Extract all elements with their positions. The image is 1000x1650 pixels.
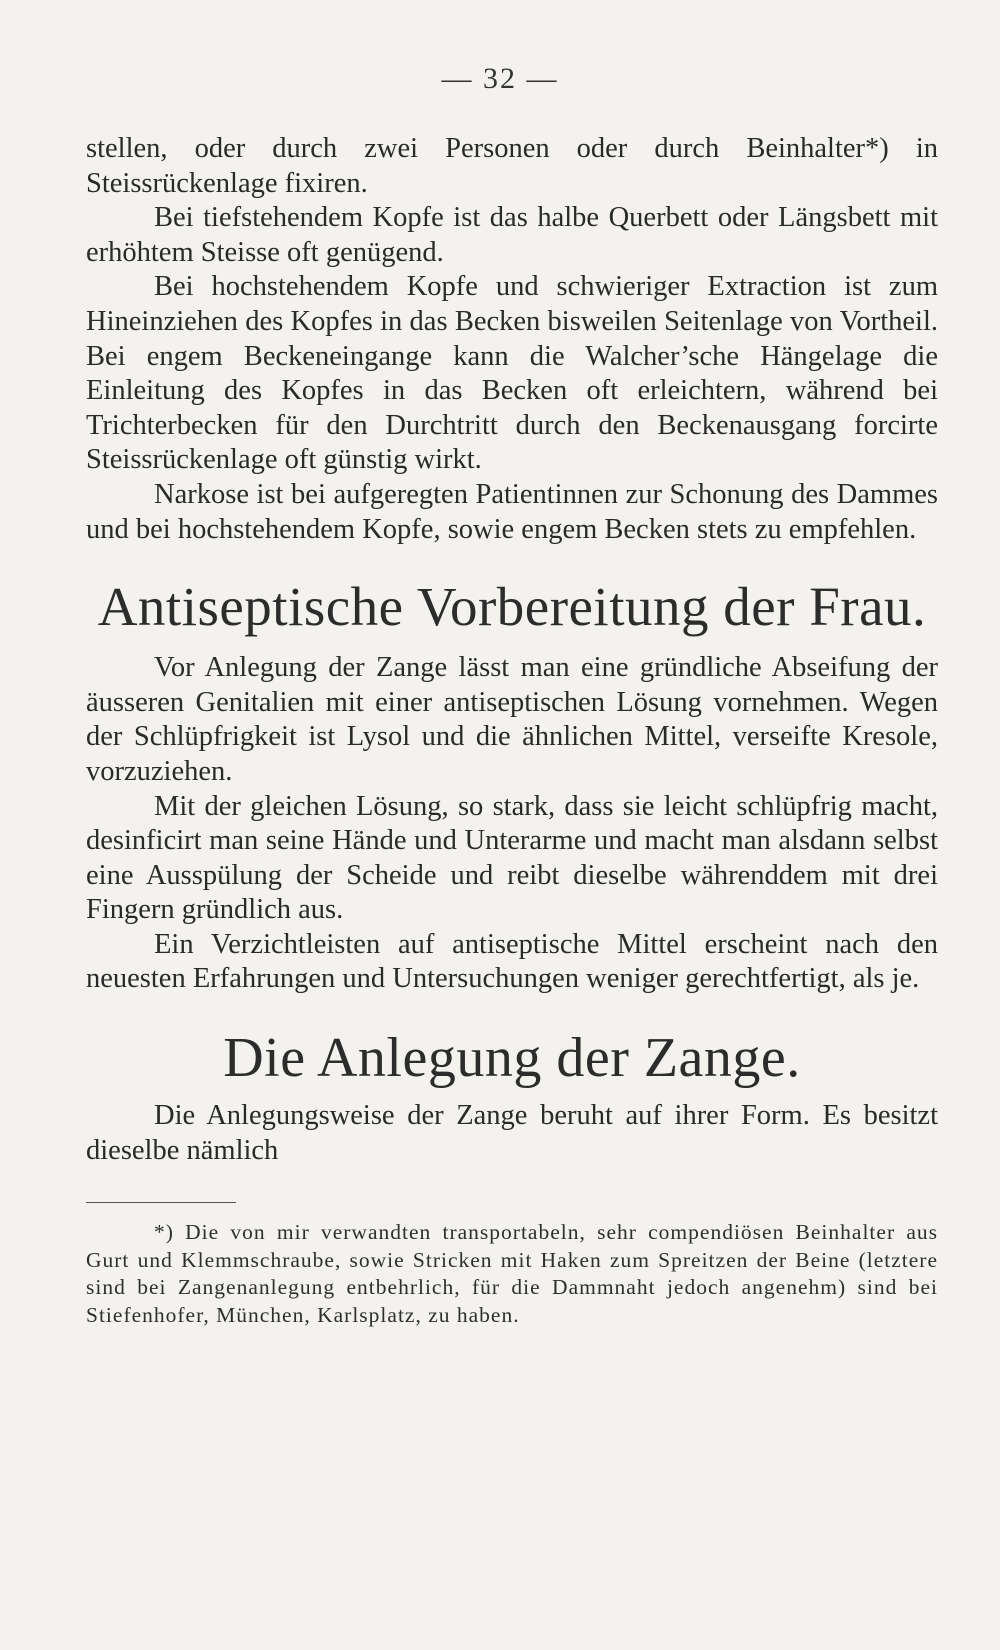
footnote: *) Die von mir verwandten transportabeln, sehr compendiösen Beinhalter aus Gurt und Klemmschraube, sowie Stricken mit Haken zum Spreitzen der Beine (letztere sind bei Zangenanlegung entbehrlich, für die Dammnaht jedoch angenehm) sind bei Stiefenhofer, München, Karlsplatz, zu haben. bbox=[86, 1220, 938, 1327]
footnote-divider bbox=[86, 1202, 236, 1203]
paragraph-continuation: stellen, oder durch zwei Personen oder durch Beinhalter*) in Steissrückenlage fixiren. bbox=[86, 133, 938, 199]
paragraph-anlegungsweise: Die Anlegungsweise der Zange beruht auf ihrer Form. Es besitzt dieselbe nämlich bbox=[86, 1100, 938, 1166]
paragraph-narkose: Narkose ist bei aufgeregten Patientinnen zur Schonung des Dammes und bei hochstehendem Kopfe, sowie engem Becken stets zu empfehlen. bbox=[86, 478, 938, 545]
paragraph-abseifung: Vor Anlegung der Zange lässt man eine gründliche Abseifung der äusseren Genitalien mit einer antiseptischen Lösung vornehmen. Wegen der Schlüpfrigkeit ist Lysol und die ähnlichen Mittel, verseifte Kresole, vorzuziehen. bbox=[86, 652, 938, 787]
page-content bbox=[86, 132, 938, 1329]
page-number: — 32 — bbox=[441, 62, 559, 95]
section-heading-antiseptic: Antiseptische Vorbereitung der Frau. bbox=[97, 576, 927, 638]
paragraph-querbett: Bei tiefstehendem Kopfe ist das halbe Querbett oder Längsbett mit erhöhtem Steisse oft genügend. bbox=[86, 202, 938, 268]
section-heading-anlegung: Die Anlegung der Zange. bbox=[223, 1027, 801, 1090]
paragraph-desinfektion: Mit der gleichen Lösung, so stark, dass sie leicht schlüpfrig macht, desinficirt man seine Hände und Unterarme und macht man alsdann selbst eine Ausspülung der Scheide und reibt dieselbe währenddem mit drei Fingern gründlich aus. bbox=[86, 790, 938, 926]
paragraph-verzicht: Ein Verzichtleisten auf antiseptische Mittel erscheint nach den neuesten Erfahrungen und Untersuchungen weniger gerechtfertigt, als je. bbox=[86, 928, 938, 995]
paragraph-seitenlage: Bei hochstehendem Kopfe und schwieriger Extraction ist zum Hineinziehen des Kopfes in das Becken bisweilen Seitenlage von Vortheil. Bei engem Beckeneingange kann die Walcher’sche Hängelage die Einleitung des Kopfes in das Becken oft erleichtern, während bei Trichterbecken für den Durchtritt durch den Beckenausgang forcirte Steissrückenlage oft günstig wirkt. bbox=[86, 271, 938, 476]
